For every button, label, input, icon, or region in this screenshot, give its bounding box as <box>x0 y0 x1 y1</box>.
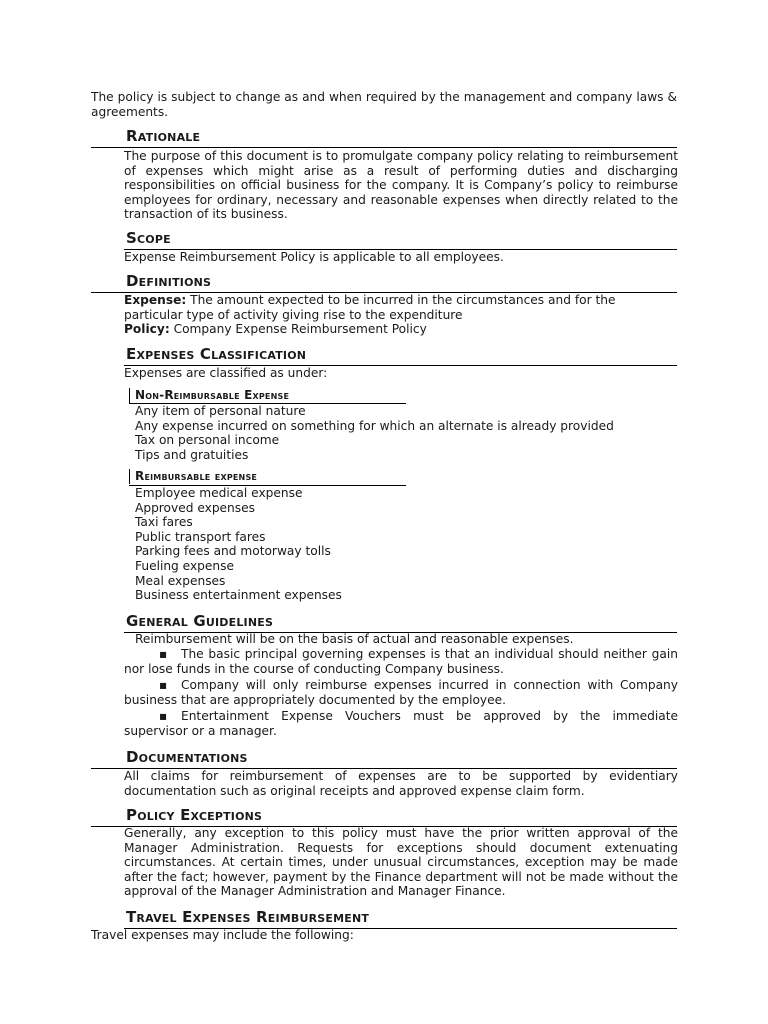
documentations-text: All claims for reimbursement of expenses are to be supported by evidentiary documentation such as original receipts and approved expense claim form. <box>124 769 678 798</box>
exceptions-heading: Policy Exceptions <box>126 806 263 824</box>
bullet-text: The basic principal governing expenses is that an individual should neither gain nor lose funds in the course of conducting Company business. <box>124 647 678 677</box>
expense-term: Expense: <box>124 293 187 307</box>
rationale-rule <box>91 147 677 148</box>
bullet-text: Company will only reimburse expenses incurred in connection with Company business that are appropriately documented by the employee. <box>124 677 678 708</box>
list-item: Approved expenses <box>135 500 255 515</box>
list-item: Meal expenses <box>135 573 226 588</box>
bullet-icon: ▪ <box>159 677 168 692</box>
list-item: Tax on personal income <box>135 433 280 448</box>
travel-text: Travel expenses may include the following: <box>91 928 354 942</box>
policy-definition: Company Expense Reimbursement Policy <box>173 322 427 337</box>
bullet-icon: ▪ <box>159 647 168 661</box>
policy-term: Policy: <box>124 322 170 337</box>
list-item: Taxi fares <box>135 515 193 530</box>
expense-definition: The amount expected to be incurred in the circumstances and for the particular type of activity giving rise to the expenditure <box>124 293 616 322</box>
definition-expense <box>124 293 634 322</box>
list-item: Any expense incurred on something for which an alternate is already provided <box>135 418 614 433</box>
list-item: Any item of personal nature <box>135 404 306 418</box>
definitions-heading: Definitions <box>126 272 212 290</box>
list-item: Fueling expense <box>135 558 234 573</box>
classification-heading: Expenses Classification <box>126 345 307 363</box>
definitions-block <box>124 293 634 337</box>
list-item: Parking fees and motorway tolls <box>135 544 331 559</box>
scope-text: Expense Reimbursement Policy is applicable to all employees. <box>124 250 504 264</box>
list-item <box>124 678 678 709</box>
list-item <box>124 709 678 740</box>
list-item: Public transport fares <box>135 529 266 544</box>
bullet-text: Entertainment Expense Vouchers must be approved by the immediate supervisor or a manager. <box>124 708 678 739</box>
documentations-heading: Documentations <box>126 748 248 766</box>
list-item: Business entertainment expenses <box>135 588 342 603</box>
exceptions-text: Generally, any exception to this policy must have the prior written approval of the Manager Administration. Requests for exceptions should document extenuating circumstances. At certain times, under unusual circumstances, exception may be made after the fact; however, payment by the Finance department will not be made without the approval of the Manager Administration and Manager Finance. <box>124 826 678 899</box>
guidelines-bullet-list <box>124 647 678 739</box>
travel-heading: Travel Expenses Reimbursement <box>126 908 370 926</box>
list-item: Employee medical expense <box>135 486 303 500</box>
reimbursable-list <box>135 486 342 603</box>
non-reimbursable-heading: Non-Reimbursable Expense <box>129 388 289 403</box>
non-reimbursable-list <box>135 404 614 462</box>
intro-paragraph: The policy is subject to change as and when required by the management and company laws & agreements. <box>91 90 677 119</box>
scope-heading: Scope <box>126 229 171 247</box>
reimbursable-heading: Reimbursable expense <box>129 469 257 484</box>
rationale-text: The purpose of this document is to promulgate company policy relating to reimbursement of expenses which might arise as a result of performing duties and discharging responsibilities on official business for the company. It is Company’s policy to reimburse employees for ordinary, necessary and reasonable expenses when directly related to the transaction of its business. <box>124 149 678 222</box>
classification-intro: Expenses are classified as under: <box>124 366 328 380</box>
rationale-heading: Rationale <box>126 127 201 145</box>
list-item: Tips and gratuities <box>135 447 249 462</box>
list-item <box>124 647 678 678</box>
guidelines-heading: General Guidelines <box>126 612 274 630</box>
bullet-icon: ▪ <box>159 708 168 723</box>
definition-policy <box>124 322 634 337</box>
guidelines-intro: Reimbursement will be on the basis of actual and reasonable expenses. <box>135 632 574 646</box>
